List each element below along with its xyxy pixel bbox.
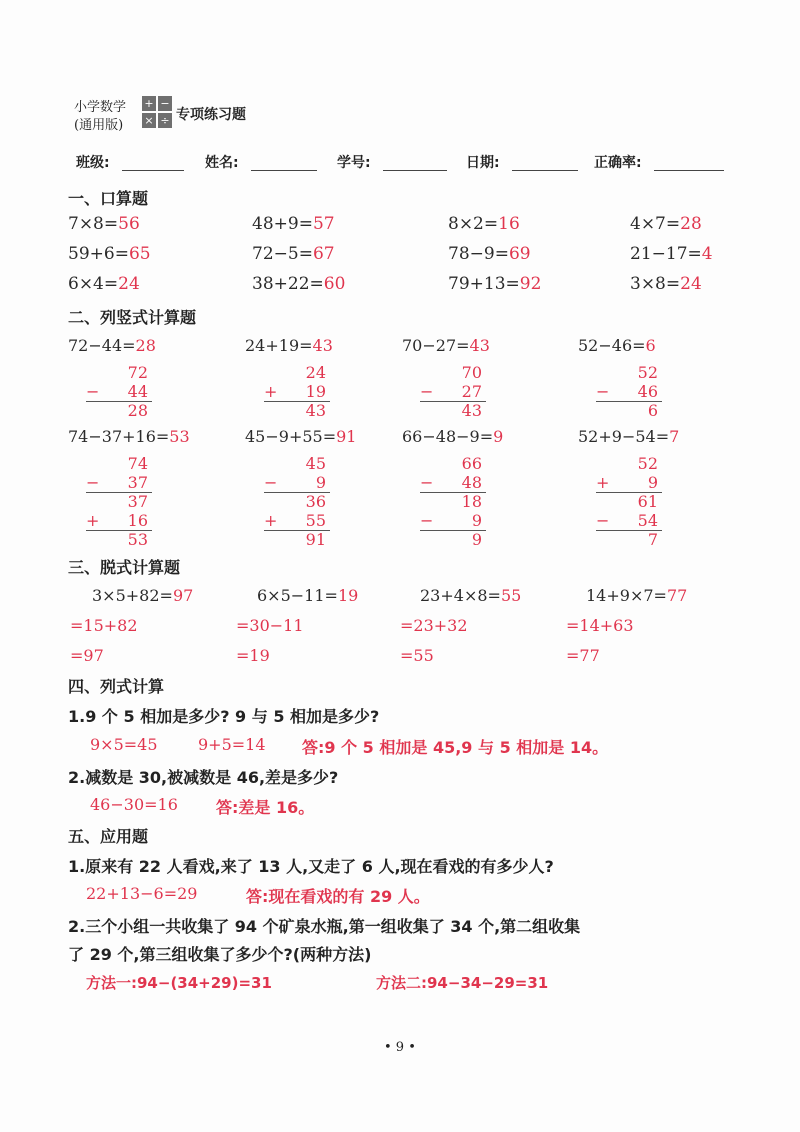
answer-calc: 46−30=16 — [90, 795, 178, 814]
stepwise-step: =55 — [400, 646, 434, 665]
stepwise-equation: 23+4×8=55 — [420, 586, 522, 605]
section4-title: 四、列式计算 — [68, 677, 165, 696]
accuracy-label: 正确率: — [594, 155, 642, 171]
vertical-equation: 70−27=43 — [402, 336, 490, 355]
arithmetic-icon — [142, 96, 172, 128]
name-blank[interactable] — [251, 170, 317, 171]
question: 1.原来有 22 人看戏,来了 13 人,又走了 6 人,现在看戏的有多少人? — [68, 857, 554, 876]
vertical-equation: 45−9+55=91 — [245, 427, 357, 446]
vertical-work: 24 + 19 43 — [264, 363, 334, 420]
stepwise-equation: 6×5−11=19 — [257, 586, 359, 605]
page-title: 专项练习题 — [176, 107, 246, 123]
section2-title: 二、列竖式计算题 — [68, 308, 197, 327]
stepwise-step: =97 — [70, 646, 104, 665]
brand-line-2: (通用版) — [74, 118, 124, 133]
stepwise-equation: 3×5+82=97 — [92, 586, 194, 605]
section5-title: 五、应用题 — [68, 827, 149, 846]
student-id-label: 学号: — [337, 155, 371, 171]
vertical-equation: 66−48−9=9 — [402, 427, 504, 446]
stepwise-step: =15+82 — [70, 616, 138, 635]
answer-statement: 答:现在看戏的有 29 人。 — [246, 887, 430, 906]
stepwise-step: =30−11 — [236, 616, 304, 635]
times-icon: × — [142, 113, 156, 128]
stepwise-step: =23+32 — [400, 616, 468, 635]
mental-item: 6×4=24 — [68, 274, 140, 294]
mental-item: 38+22=60 — [252, 274, 346, 294]
vertical-work: 52 − 46 6 — [596, 363, 666, 420]
page-number: • 9 • — [384, 1040, 416, 1055]
vertical-work: 66 − 48 18 − 9 9 — [420, 454, 490, 549]
question: 1.9 个 5 相加是多少? 9 与 5 相加是多少? — [68, 707, 380, 726]
stepwise-equation: 14+9×7=77 — [586, 586, 688, 605]
brand-line-1: 小学数学 — [74, 100, 127, 115]
accuracy-blank[interactable] — [654, 170, 724, 171]
vertical-work: 52 + 9 61 − 54 7 — [596, 454, 666, 549]
question: 2.减数是 30,被减数是 46,差是多少? — [68, 768, 339, 787]
vertical-equation: 52+9−54=7 — [578, 427, 680, 446]
mental-item: 7×8=56 — [68, 214, 140, 234]
mental-item: 79+13=92 — [448, 274, 542, 294]
date-label: 日期: — [466, 155, 500, 171]
mental-item: 72−5=67 — [252, 244, 335, 264]
vertical-work: 45 − 9 36 + 55 91 — [264, 454, 334, 549]
student-id-blank[interactable] — [383, 170, 447, 171]
divide-icon: ÷ — [158, 113, 172, 128]
mental-item: 21−17=4 — [630, 244, 713, 264]
plus-icon: + — [142, 96, 156, 111]
vertical-equation: 72−44=28 — [68, 336, 156, 355]
answer-statement: 答:差是 16。 — [216, 798, 315, 817]
answer-calc: 9×5=45 — [90, 735, 158, 754]
vertical-equation: 52−46=6 — [578, 336, 656, 355]
answer-calc: 9+5=14 — [198, 735, 266, 754]
stepwise-step: =77 — [566, 646, 600, 665]
class-label: 班级: — [76, 155, 110, 171]
method-one: 方法一:94−(34+29)=31 — [86, 974, 272, 992]
vertical-equation: 74−37+16=53 — [68, 427, 190, 446]
method-two: 方法二:94−34−29=31 — [376, 974, 549, 992]
mental-item: 78−9=69 — [448, 244, 531, 264]
vertical-equation: 24+19=43 — [245, 336, 333, 355]
mental-item: 48+9=57 — [252, 214, 335, 234]
mental-item: 4×7=28 — [630, 214, 702, 234]
stepwise-step: =19 — [236, 646, 270, 665]
mental-item: 8×2=16 — [448, 214, 520, 234]
date-blank[interactable] — [512, 170, 578, 171]
section3-title: 三、脱式计算题 — [68, 558, 181, 577]
class-blank[interactable] — [122, 170, 184, 171]
vertical-work: 74 − 37 37 + 16 53 — [86, 454, 156, 549]
answer-statement: 答:9 个 5 相加是 45,9 与 5 相加是 14。 — [302, 738, 609, 757]
name-label: 姓名: — [205, 155, 239, 171]
stepwise-step: =14+63 — [566, 616, 634, 635]
question: 了 29 个,第三组收集了多少个?(两种方法) — [68, 945, 372, 964]
mental-item: 59+6=65 — [68, 244, 151, 264]
vertical-work: 70 − 27 43 — [420, 363, 490, 420]
question: 2.三个小组一共收集了 94 个矿泉水瓶,第一组收集了 34 个,第二组收集 — [68, 917, 581, 936]
vertical-work: 72 − 44 28 — [86, 363, 156, 420]
minus-icon: − — [158, 96, 172, 111]
mental-item: 3×8=24 — [630, 274, 702, 294]
answer-calc: 22+13−6=29 — [86, 884, 198, 903]
section1-title: 一、口算题 — [68, 189, 149, 208]
